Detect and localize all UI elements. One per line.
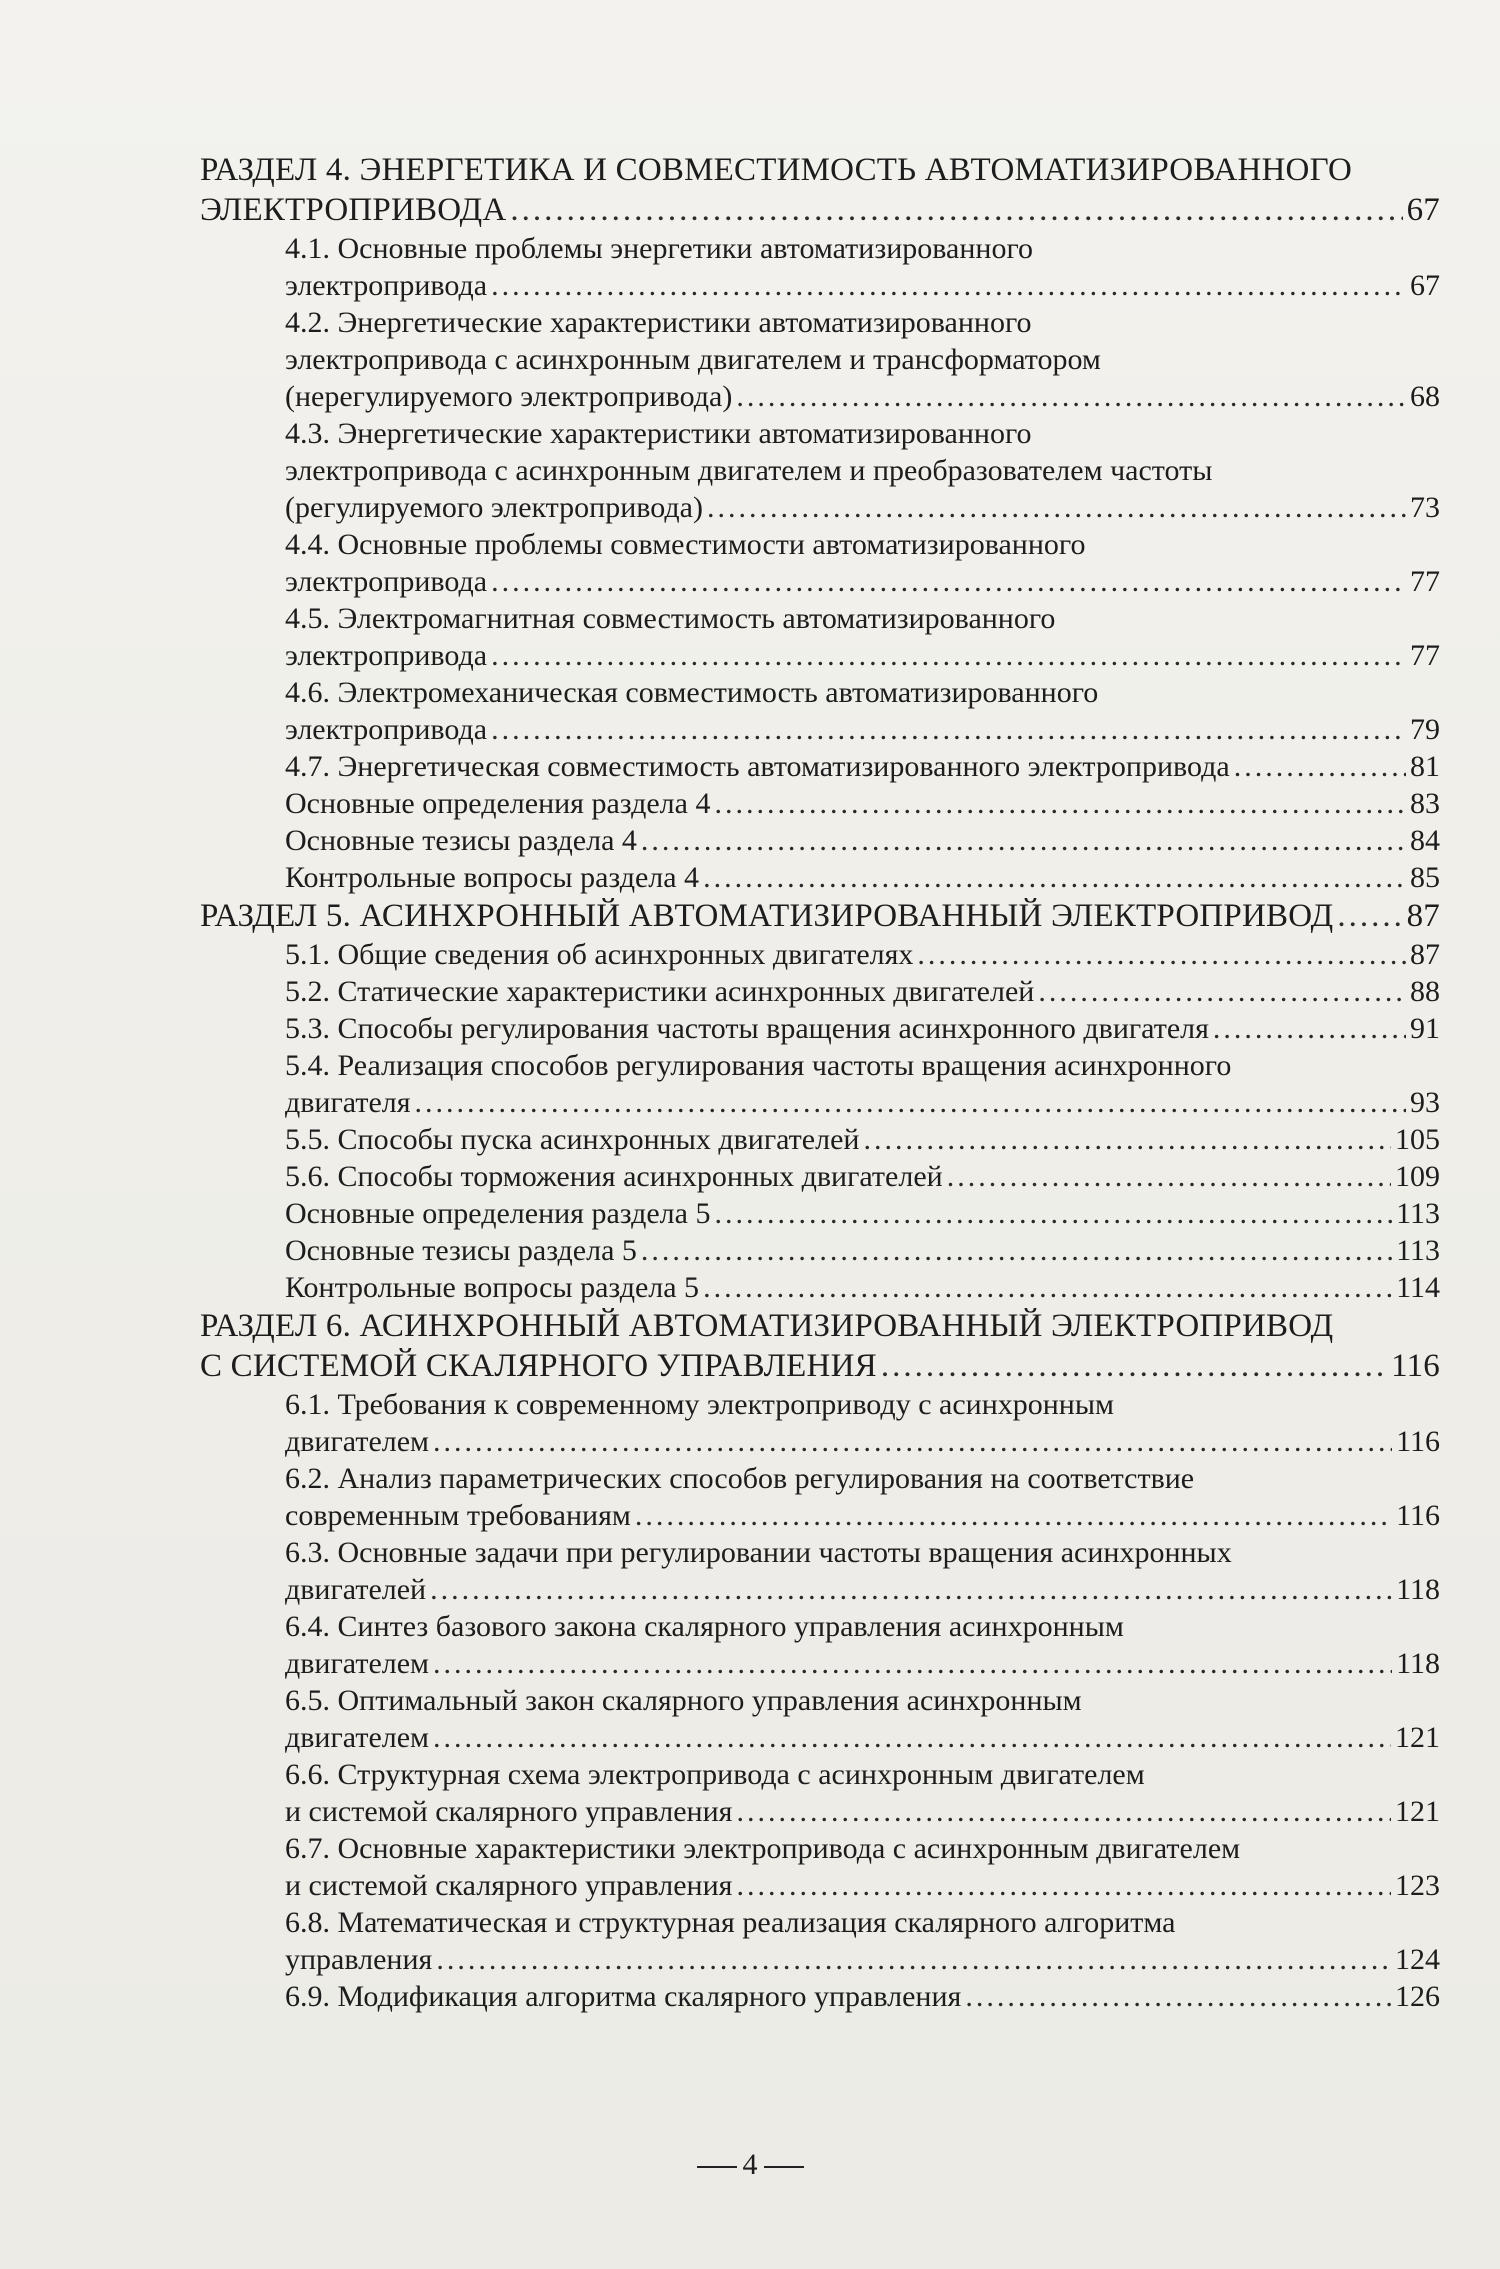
page-footer — [0, 2148, 1500, 2182]
toc-entry-title: и системой скалярного управления — [285, 1795, 733, 1828]
page-number: 4 — [742, 2148, 758, 2181]
toc-entry-title: С СИСТЕМОЙ СКАЛЯРНОГО УПРАВЛЕНИЯ — [200, 1348, 877, 1384]
toc-entry-line: 4.6. Электромеханическая совместимость автоматизированного — [285, 676, 1099, 709]
toc-entry-line: 6.6. Структурная схема электропривода с асинхронным двигателем — [285, 1758, 1145, 1791]
toc-entry — [200, 973, 1440, 1010]
toc-page-number: 118 — [1396, 1647, 1440, 1680]
toc-entry — [200, 1386, 1440, 1460]
toc-entry-title: Основные тезисы раздела 4 — [285, 824, 637, 857]
dot-leader — [641, 822, 1406, 859]
toc-entry-line: электропривода с асинхронным двигателем и трансформатором — [285, 343, 1101, 376]
toc-entry — [200, 674, 1440, 748]
toc-entry — [200, 1158, 1440, 1195]
dot-leader — [635, 1497, 1392, 1534]
toc-entry — [200, 1232, 1440, 1269]
toc-entry-last-line — [285, 1121, 1440, 1158]
toc-entry-title: двигателя — [285, 1086, 411, 1119]
toc-entry-last-line — [200, 1346, 1440, 1386]
toc-entry-last-line — [285, 859, 1440, 896]
footer-dash-right — [764, 2166, 804, 2168]
toc-page-number: 77 — [1410, 639, 1440, 672]
toc-entry-title: и системой скалярного управления — [285, 1869, 733, 1902]
toc-entry-title: 5.6. Способы торможения асинхронных двигателей — [285, 1160, 943, 1193]
toc-entry-line: 6.4. Синтез базового закона скалярного управления асинхронным — [285, 1610, 1124, 1643]
toc-entry-last-line — [285, 563, 1440, 600]
toc-entry-last-line — [285, 1867, 1440, 1904]
toc-page-number: 79 — [1410, 713, 1440, 746]
toc-page-number: 116 — [1396, 1499, 1440, 1532]
toc-page-number: 91 — [1410, 1012, 1440, 1045]
dot-leader — [863, 1121, 1391, 1158]
toc-entry — [200, 1460, 1440, 1534]
toc-entry — [200, 1121, 1440, 1158]
toc-page-number: 68 — [1410, 380, 1440, 413]
toc-entry-line: 6.1. Требования к современному электроприводу с асинхронным — [285, 1388, 1114, 1421]
toc-page-number: 126 — [1395, 1980, 1440, 2013]
toc-entry-line: 4.2. Энергетические характеристики автоматизированного — [285, 306, 1032, 339]
dot-leader — [736, 378, 1406, 415]
toc-entry-title: современным требованиям — [285, 1499, 631, 1532]
toc-entry-last-line — [285, 822, 1440, 859]
toc-page-number: 121 — [1395, 1795, 1440, 1828]
toc-page-number: 109 — [1395, 1160, 1440, 1193]
toc-page-number: 116 — [1396, 1425, 1440, 1458]
dot-leader — [430, 1571, 1392, 1608]
toc-entry — [200, 859, 1440, 896]
toc-entry — [200, 1904, 1440, 1978]
toc-page-number: 123 — [1395, 1869, 1440, 1902]
toc-entry — [200, 1608, 1440, 1682]
toc-entry-last-line — [285, 489, 1440, 526]
toc-entry-last-line — [285, 748, 1440, 785]
toc-entry-title: (регулируемого электропривода) — [285, 491, 703, 524]
dot-leader — [491, 563, 1406, 600]
toc-entry-title: двигателем — [285, 1647, 430, 1680]
toc-page-number: 67 — [1410, 269, 1440, 302]
toc-entry-line: РАЗДЕЛ 4. ЭНЕРГЕТИКА И СОВМЕСТИМОСТЬ АВТОМАТИЗИРОВАННОГО — [200, 152, 1353, 188]
toc-entry-last-line — [200, 190, 1440, 230]
toc-page-number: 114 — [1396, 1271, 1440, 1304]
toc-entry-title: двигателем — [285, 1425, 430, 1458]
toc-entry-title: РАЗДЕЛ 5. АСИНХРОННЫЙ АВТОМАТИЗИРОВАННЫЙ ЭЛЕКТРОПРИВОД — [200, 898, 1334, 934]
toc-entry-title: 5.2. Статические характеристики асинхронных двигателей — [285, 975, 1035, 1008]
toc-page-number: 77 — [1410, 565, 1440, 598]
dot-leader — [433, 1719, 1391, 1756]
toc-page-number: 83 — [1410, 787, 1440, 820]
toc-entry-title: Основные тезисы раздела 5 — [285, 1234, 637, 1267]
toc-entry-title: Контрольные вопросы раздела 4 — [285, 861, 700, 894]
toc-section-entry — [200, 1306, 1440, 1386]
toc-entry-line: 6.8. Математическая и структурная реализация скалярного алгоритма — [285, 1906, 1176, 1939]
toc-entry-last-line — [285, 1571, 1440, 1608]
toc-page-number: 116 — [1391, 1348, 1440, 1384]
toc-entry-line: 4.3. Энергетические характеристики автоматизированного — [285, 417, 1032, 450]
dot-leader — [714, 1195, 1392, 1232]
toc-entry-line: 6.5. Оптимальный закон скалярного управления асинхронным — [285, 1684, 1082, 1717]
toc-page-number: 118 — [1396, 1573, 1440, 1606]
toc-entry-last-line — [285, 1423, 1440, 1460]
toc-entry-title: Основные определения раздела 5 — [285, 1197, 711, 1230]
toc-entry-title: электропривода — [285, 713, 488, 746]
toc-entry — [200, 1830, 1440, 1904]
toc-entry — [200, 785, 1440, 822]
toc-entry-line: 6.2. Анализ параметрических способов регулирования на соответствие — [285, 1462, 1195, 1495]
toc-entry-title: Основные определения раздела 4 — [285, 787, 711, 820]
dot-leader — [491, 711, 1406, 748]
footer-dash-left — [697, 2166, 737, 2168]
toc-entry-last-line — [285, 637, 1440, 674]
toc-page-number: 88 — [1410, 975, 1440, 1008]
dot-leader — [491, 637, 1406, 674]
dot-leader — [433, 1423, 1392, 1460]
toc-entry-last-line — [285, 1719, 1440, 1756]
toc-entry — [200, 822, 1440, 859]
dot-leader — [881, 1346, 1387, 1386]
toc-entry-title: ЭЛЕКТРОПРИВОДА — [200, 192, 507, 228]
toc-entry-last-line — [285, 267, 1440, 304]
toc-page-number: 85 — [1410, 861, 1440, 894]
toc-entry-title: 4.7. Энергетическая совместимость автоматизированного электропривода — [285, 750, 1230, 783]
toc-entry — [200, 230, 1440, 304]
toc-entry-line: 6.3. Основные задачи при регулировании частоты вращения асинхронных — [285, 1536, 1232, 1569]
toc-entry-title: электропривода — [285, 269, 488, 302]
dot-leader — [1337, 896, 1402, 936]
toc-entry-last-line — [285, 1497, 1440, 1534]
toc-page-number: 113 — [1396, 1234, 1440, 1267]
toc-entry-title: электропривода — [285, 639, 488, 672]
toc-entry — [200, 526, 1440, 600]
toc-page-number: 105 — [1395, 1123, 1440, 1156]
toc-page-number: 124 — [1395, 1943, 1440, 1976]
toc-entry-title: 5.5. Способы пуска асинхронных двигателей — [285, 1123, 860, 1156]
toc-entry-title: 6.9. Модификация алгоритма скалярного управления — [285, 1980, 962, 2013]
dot-leader — [703, 859, 1406, 896]
toc-entry — [200, 1756, 1440, 1830]
toc-entry-last-line — [285, 1941, 1440, 1978]
toc-entry-last-line — [285, 785, 1440, 822]
toc-entry-line: электропривода с асинхронным двигателем и преобразователем частоты — [285, 454, 1213, 487]
toc-entry-title: управления — [285, 1943, 433, 1976]
toc-page-number: 67 — [1406, 192, 1440, 228]
toc-entry — [200, 936, 1440, 973]
toc-entry-title: Контрольные вопросы раздела 5 — [285, 1271, 700, 1304]
toc-page-number: 113 — [1396, 1197, 1440, 1230]
toc-entry-last-line — [200, 896, 1440, 936]
toc-entry — [200, 748, 1440, 785]
toc-page-number: 73 — [1410, 491, 1440, 524]
dot-leader — [947, 1158, 1391, 1195]
toc-entry — [200, 1682, 1440, 1756]
toc-entry-last-line — [285, 1978, 1440, 2015]
toc-entry-line: 5.4. Реализация способов регулирования частоты вращения асинхронного — [285, 1049, 1232, 1082]
toc-page-number: 84 — [1410, 824, 1440, 857]
toc-entry-last-line — [285, 1010, 1440, 1047]
dot-leader — [703, 1269, 1392, 1306]
dot-leader — [1213, 1010, 1406, 1047]
dot-leader — [415, 1084, 1406, 1121]
dot-leader — [707, 489, 1406, 526]
dot-leader — [917, 936, 1406, 973]
toc-entry-title: 5.3. Способы регулирования частоты вращения асинхронного двигателя — [285, 1012, 1209, 1045]
toc-page-number: 81 — [1410, 750, 1440, 783]
dot-leader — [965, 1978, 1391, 2015]
toc-entry — [200, 1195, 1440, 1232]
table-of-contents — [200, 150, 1440, 2015]
toc-entry-last-line — [285, 378, 1440, 415]
toc-entry-title: двигателем — [285, 1721, 430, 1754]
dot-leader — [510, 190, 1402, 230]
toc-entry-last-line — [285, 973, 1440, 1010]
dot-leader — [436, 1941, 1391, 1978]
toc-entry-last-line — [285, 1793, 1440, 1830]
toc-entry-title: двигателей — [285, 1573, 427, 1606]
toc-page-number: 87 — [1410, 938, 1440, 971]
dot-leader — [736, 1867, 1391, 1904]
dot-leader — [736, 1793, 1391, 1830]
toc-entry-last-line — [285, 1645, 1440, 1682]
toc-page-number: 93 — [1410, 1086, 1440, 1119]
toc-entry — [200, 1978, 1440, 2015]
toc-entry-last-line — [285, 1232, 1440, 1269]
toc-entry-title: (нерегулируемого электропривода) — [285, 380, 733, 413]
toc-entry-line: 6.7. Основные характеристики электропривода с асинхронным двигателем — [285, 1832, 1241, 1865]
dot-leader — [491, 267, 1406, 304]
toc-entry-line: 4.4. Основные проблемы совместимости автоматизированного — [285, 528, 1086, 561]
toc-entry-last-line — [285, 936, 1440, 973]
dot-leader — [1234, 748, 1406, 785]
dot-leader — [641, 1232, 1392, 1269]
toc-entry — [200, 415, 1440, 526]
toc-entry — [200, 304, 1440, 415]
toc-entry — [200, 1269, 1440, 1306]
dot-leader — [714, 785, 1406, 822]
toc-entry-last-line — [285, 711, 1440, 748]
toc-entry — [200, 1047, 1440, 1121]
toc-entry — [200, 1534, 1440, 1608]
toc-entry-last-line — [285, 1269, 1440, 1306]
dot-leader — [1038, 973, 1406, 1010]
toc-section-entry — [200, 150, 1440, 230]
toc-entry-last-line — [285, 1084, 1440, 1121]
toc-entry — [200, 1010, 1440, 1047]
dot-leader — [433, 1645, 1392, 1682]
toc-entry-last-line — [285, 1195, 1440, 1232]
toc-entry-title: 5.1. Общие сведения об асинхронных двигателях — [285, 938, 914, 971]
toc-entry-line: РАЗДЕЛ 6. АСИНХРОННЫЙ АВТОМАТИЗИРОВАННЫЙ ЭЛЕКТРОПРИВОД — [200, 1308, 1334, 1344]
toc-entry-last-line — [285, 1158, 1440, 1195]
toc-section-entry — [200, 896, 1440, 936]
toc-page-number: 87 — [1406, 898, 1440, 934]
toc-page-number: 121 — [1395, 1721, 1440, 1754]
toc-entry-title: электропривода — [285, 565, 488, 598]
toc-entry — [200, 600, 1440, 674]
toc-entry-line: 4.5. Электромагнитная совместимость автоматизированного — [285, 602, 1056, 635]
toc-entry-line: 4.1. Основные проблемы энергетики автоматизированного — [285, 232, 1034, 265]
